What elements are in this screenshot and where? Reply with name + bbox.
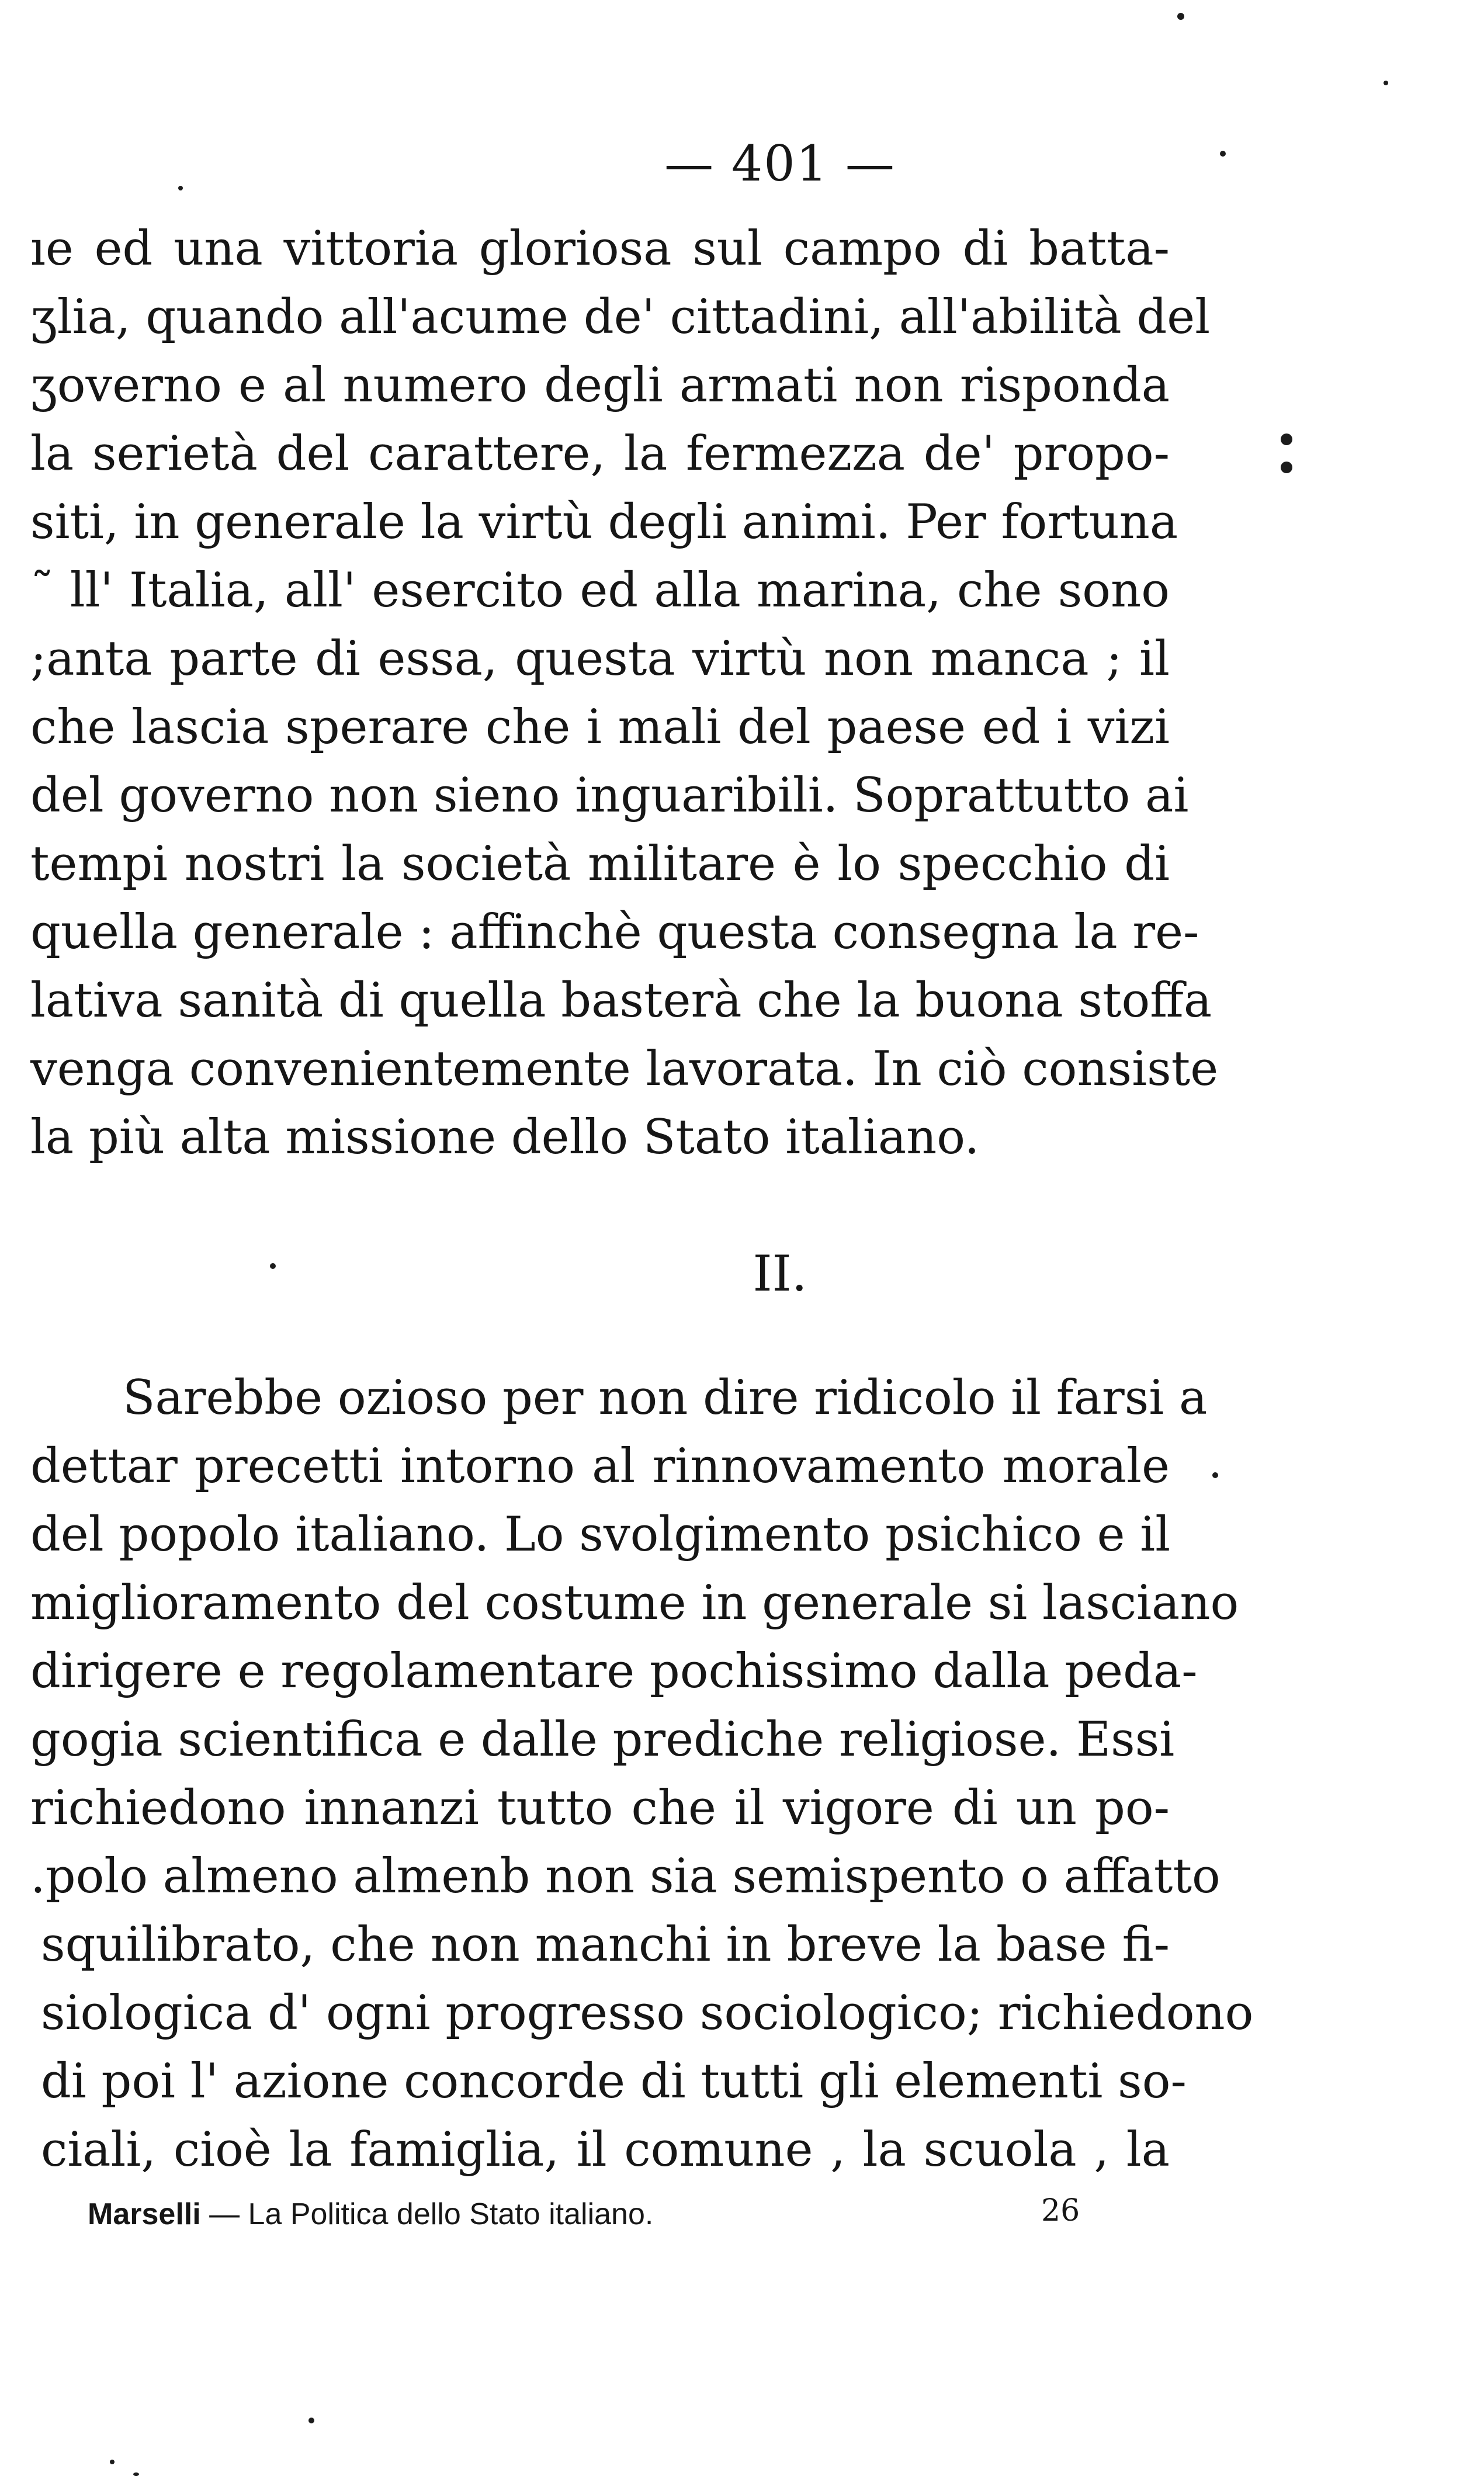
scan-speck: [110, 2460, 115, 2464]
text-line: Sarebbe ozioso per non dire ridicolo il farsi a: [123, 1371, 1208, 1426]
footer-author: Marselli: [88, 2197, 201, 2231]
text-line: siti, in generale la virtù degli animi. Per fortuna: [30, 495, 1178, 550]
text-line: ʒlia, quando all'acume de' cittadini, all'abilità del: [30, 290, 1211, 345]
text-line: ʒoverno e al numero degli armati non risponda: [30, 358, 1170, 413]
scan-speck: [178, 186, 183, 190]
text-line: del governo non sieno inguaribili. Soprattutto ai: [30, 768, 1189, 823]
scan-speck: [1281, 462, 1292, 473]
scan-speck: [133, 2472, 139, 2476]
signature-mark: 26: [1041, 2193, 1080, 2228]
text-line: gogia scientifica e dalle prediche religiose. Essi: [30, 1712, 1175, 1767]
scan-speck: [308, 2418, 314, 2423]
text-line: ;anta parte di essa, questa virtù non manca ; il: [30, 632, 1170, 686]
scan-speck: [1177, 13, 1184, 20]
text-line: .polo almeno almenb non sia semispento o affatto: [30, 1849, 1221, 1904]
text-line: dirigere e regolamentare pochissimo dalla peda-: [30, 1644, 1198, 1699]
text-line: lativa sanità di quella basterà che la buona stoffa: [30, 973, 1212, 1028]
text-line: quella generale : affinchè questa consegna la re-: [30, 905, 1199, 960]
text-line: del popolo italiano. Lo svolgimento psichico e il: [30, 1507, 1171, 1562]
text-line: la più alta missione dello Stato italiano.: [30, 1110, 980, 1165]
page-number: — 401 —: [664, 135, 896, 192]
text-line: richiedono innanzi tutto che il vigore di un po-: [30, 1781, 1170, 1836]
text-line: siologica d' ogni progresso sociologico; richiedono: [41, 1986, 1254, 2041]
text-line: dettar precetti intorno al rinnovamento morale: [30, 1439, 1170, 1494]
running-footer: [88, 2196, 653, 2233]
section-heading: II.: [753, 1245, 807, 1302]
text-line: tempi nostri la società militare è lo specchio di: [30, 837, 1170, 892]
text-line: squilibrato, che non manchi in breve la base fi-: [41, 1917, 1170, 1972]
footer-title: — La Politica dello Stato italiano.: [200, 2197, 654, 2231]
text-line: ˜ ll' Italia, all' esercito ed alla marina, che sono: [30, 563, 1170, 618]
text-line: che lascia sperare che i mali del paese ed i vizi: [30, 700, 1170, 755]
scan-speck: [1384, 81, 1388, 85]
scan-speck: [1212, 1472, 1218, 1478]
text-line: miglioramento del costume in generale si lasciano: [30, 1576, 1239, 1631]
text-line: ciali, cioè la famiglia, il comune , la scuola , la: [41, 2123, 1170, 2177]
scan-speck: [270, 1263, 276, 1269]
text-line: di poi l' azione concorde di tutti gli elementi so-: [41, 2054, 1187, 2109]
scan-speck: [1220, 151, 1226, 157]
text-line: ıe ed una vittoria gloriosa sul campo di batta-: [30, 221, 1170, 276]
text-line: venga convenientemente lavorata. In ciò consiste: [30, 1042, 1219, 1097]
text-line: la serietà del carattere, la fermezza de' propo-: [30, 426, 1170, 481]
scan-speck: [1281, 434, 1292, 445]
